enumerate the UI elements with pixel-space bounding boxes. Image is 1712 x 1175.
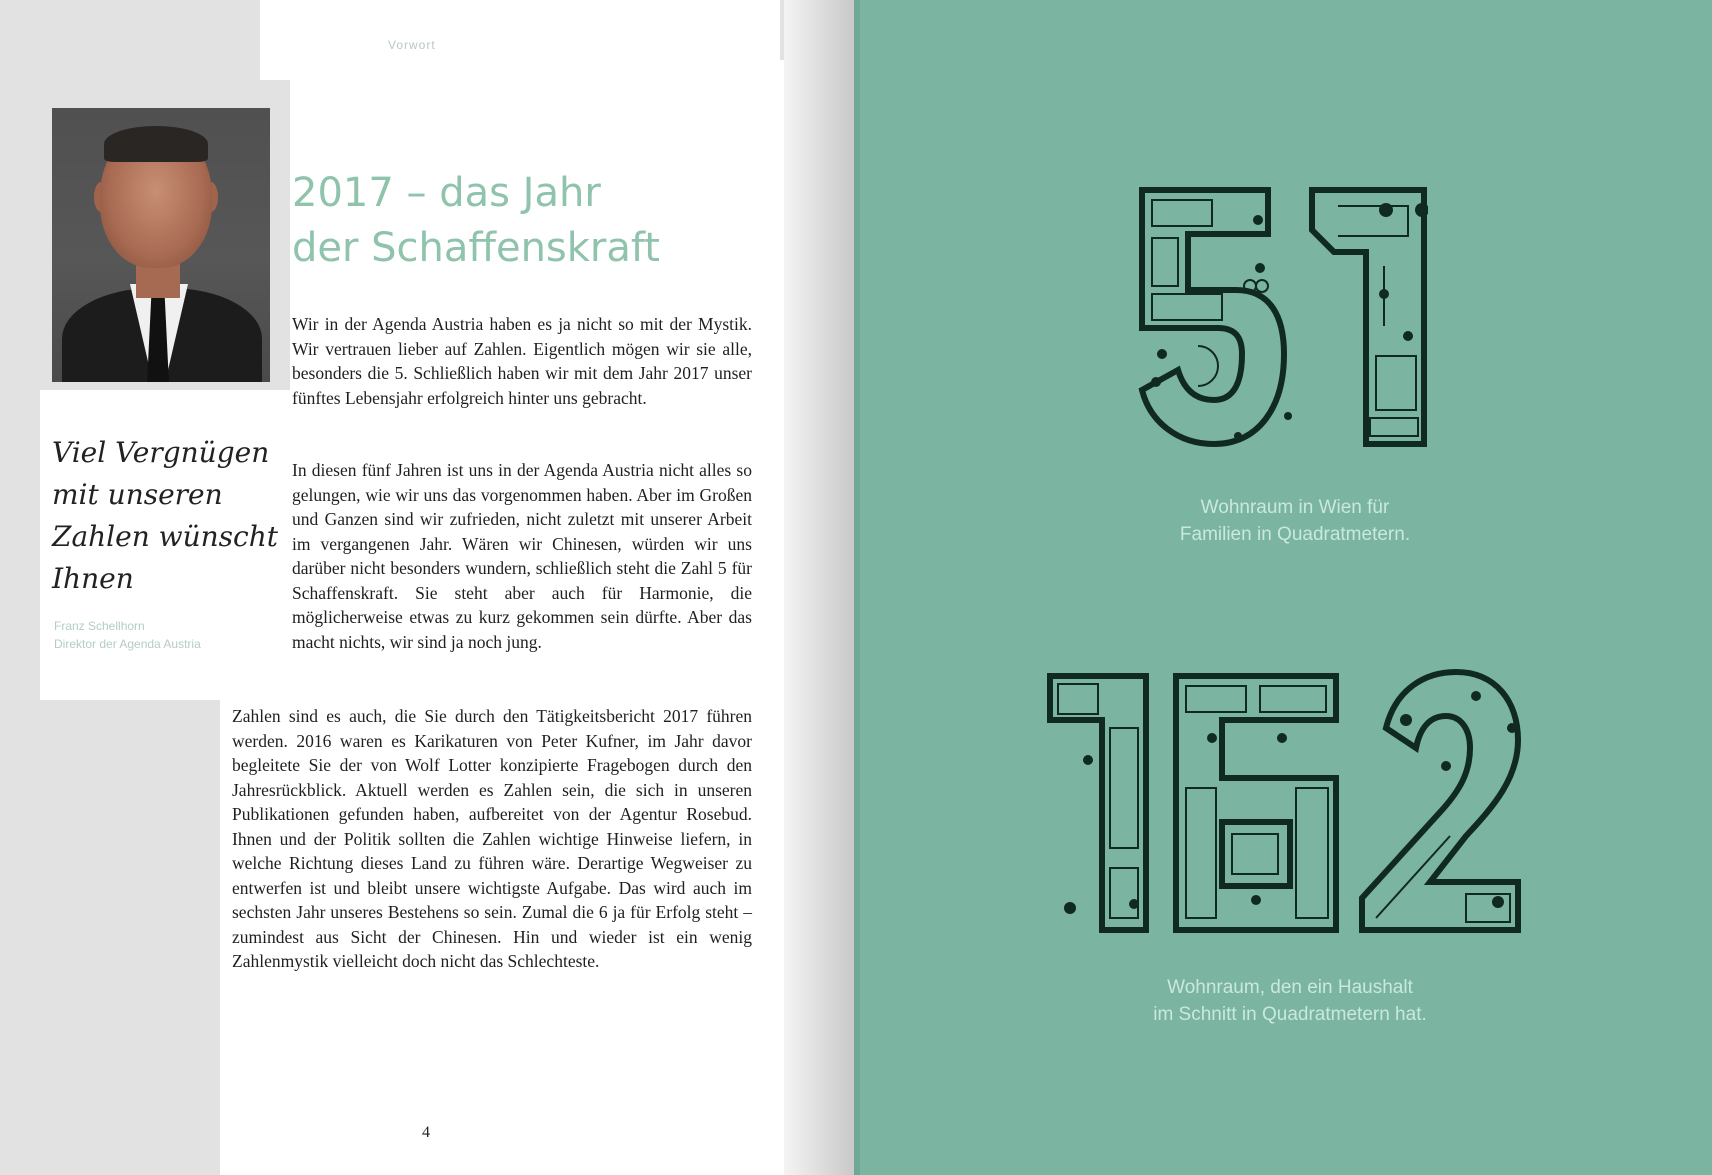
- floorplan-number-162: [1046, 668, 1522, 938]
- body-paragraph: In diesen fünf Jahren ist uns in der Agenda Austria nicht alles so gelungen, wie wir uns das vorgenommen haben. Aber im Großen und Ganzen sind wir zufrieden, nicht zuletzt mit unserer Arbeit im vergangenen Jahr. Wären wir Chinesen, würden wir uns darüber nicht besonders wundern, schließlich steht die Zahl 5 für Schaffenskraft. Sie steht aber auch für Harmonie, die möglicherweise etwas zu kurz gekommen sein dürfte. Aber das macht nichts, wir sind ja noch jung.: [292, 460, 752, 652]
- author-signature: [54, 617, 284, 653]
- section-label: Vorwort: [388, 38, 436, 52]
- body-paragraph: Zahlen sind es auch, die Sie durch den Tätigkeitsbericht 2017 führen werden. 2016 waren es Karikaturen von Peter Kufner, im Jahr davor begleitete Sie der von Wolf Lotter konzipierte Fragebogen durch den Jahresrückblick. Aktuell werden es Zahlen sein, die sich in unseren Publikationen gefunden haben, aufbereitet von der Agentur Rosebud. Ihnen und der Politik sollten die Zahlen wichtige Hinweise liefern, in welche Richtung dieses Land zu führen wäre. Derartige Wegweiser zu entwerfen ist und bleibt unsere wichtigste Aufgabe. Das wird auch im sechsten Jahr unseres Bestehens so sein. Zumal die 6 ja für Erfolg steht – zumindest aus Sicht der Chinesen. Hin und wieder ist ein wenig Zahlenmystik vielleicht doch nicht das Schlechteste.: [232, 706, 752, 971]
- page-headline: [292, 166, 762, 276]
- author-role: Direktor der Agenda Austria: [54, 637, 201, 651]
- figure-caption-2: Wohnraum, den ein Haushalt im Schnitt in Quadratmetern hat.: [1153, 977, 1427, 1025]
- page-gutter: [784, 0, 854, 1175]
- floorplan-numerals-icon: [1046, 668, 1522, 938]
- author-portrait: [52, 108, 270, 382]
- floorplan-number-51: [1138, 186, 1428, 450]
- floorplan-numerals-icon: [1138, 186, 1428, 450]
- body-paragraph: Wir in der Agenda Austria haben es ja nicht so mit der Mystik. Wir vertrauen lieber auf Zahlen. Eigentlich mögen wir sie alle, besonders die 5. Schließlich haben wir mit dem Jahr 2017 unser fünftes Lebensjahr erfolgreich hinter uns gebracht.: [292, 314, 752, 408]
- headline-line-1: 2017 – das Jahr: [292, 170, 601, 216]
- headline-line-2: der Schaffenskraft: [292, 225, 660, 271]
- pull-quote: Viel Vergnügen mit unseren Zahlen wünscht Ihnen: [52, 436, 279, 595]
- author-name: Franz Schellhorn: [54, 619, 145, 633]
- left-page: [0, 0, 854, 1175]
- page-number: 4: [422, 1124, 430, 1141]
- figure-caption-1: Wohnraum in Wien für Familien in Quadratmetern.: [1179, 497, 1411, 545]
